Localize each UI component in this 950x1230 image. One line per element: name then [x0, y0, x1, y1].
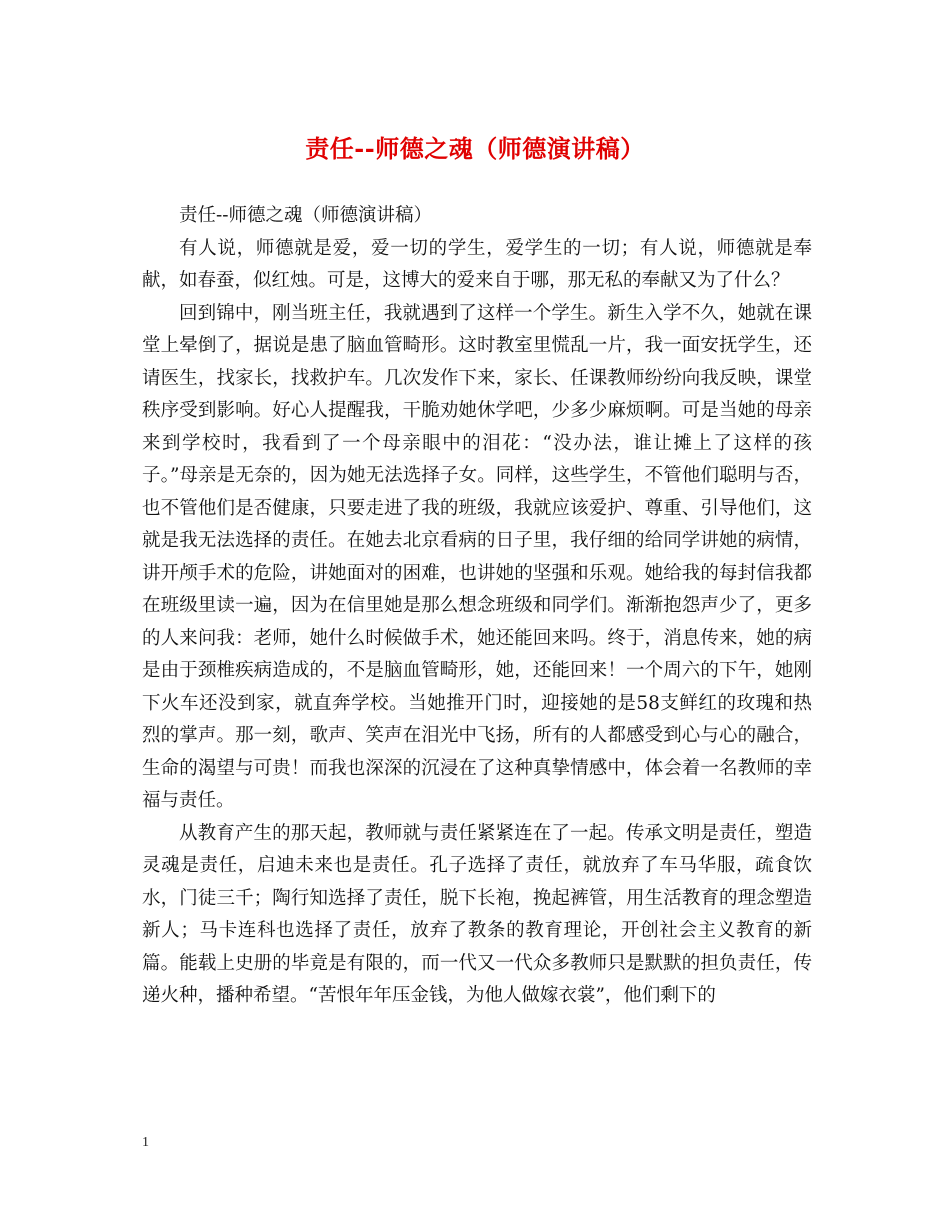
- document-body: [142, 200, 812, 1013]
- paragraph: 回到锦中，刚当班主任，我就遇到了这样一个学生。新生入学不久，她就在课堂上晕倒了，据说是患了脑血管畸形。这时教室里慌乱一片，我一面安抚学生，还请医生，找家长，找救护车。几次发作下来，家长、任课教师纷纷向我反映，课堂秩序受到影响。好心人提醒我，干脆劝她休学吧，少多少麻烦啊。可是当她的母亲来到学校时，我看到了一个母亲眼中的泪花：“没办法，谁让摊上了这样的孩子。”母亲是无奈的，因为她无法选择子女。同样，这些学生，不管他们聪明与否，也不管他们是否健康，只要走进了我的班级，我就应该爱护、尊重、引导他们，这就是我无法选择的责任。在她去北京看病的日子里，我仔细的给同学讲她的病情，讲开颅手术的危险，讲她面对的困难，也讲她的坚强和乐观。她给我的每封信我都在班级里读一遍，因为在信里她是那么想念班级和同学们。渐渐抱怨声少了，更多的人来问我：老师，她什么时候做手术，她还能回来吗。终于，消息传来，她的病是由于颈椎疾病造成的，不是脑血管畸形，她，还能回来！一个周六的下午，她刚下火车还没到家，就直奔学校。当她推开门时，迎接她的是58支鲜红的玫瑰和热烈的掌声。那一刻，歌声、笑声在泪光中飞扬，所有的人都感受到心与心的融合，生命的渴望与可贵！而我也深深的沉浸在了这种真挚情感中，体会着一名教师的幸福与责任。: [142, 302, 812, 811]
- paragraph: 从教育产生的那天起，教师就与责任紧紧连在了一起。传承文明是责任，塑造灵魂是责任，启迪未来也是责任。孔子选择了责任，就放弃了车马华服，疏食饮水，门徒三千；陶行知选择了责任，脱下长袍，挽起裤管，用生活教育的理念塑造新人；马卡连科也选择了责任，放弃了教条的教育理论，开创社会主义教育的新篇。能载上史册的毕竟是有限的，而一代又一代众多教师只是默默的担负责任，传递火种，播种希望。“苦恨年年压金钱，为他人做嫁衣裳”，他们剩下的: [142, 822, 812, 1006]
- document-subtitle: 责任--师德之魂（师德演讲稿）: [179, 205, 433, 226]
- document-title: 责任--师德之魂（师德演讲稿）: [305, 134, 645, 163]
- paragraph: 有人说，师德就是爱，爱一切的学生，爱学生的一切；有人说，师德就是奉献，如春蚕，似红烛。可是，这博大的爱来自于哪，那无私的奉献又为了什么？: [142, 237, 812, 291]
- page-number: 1: [142, 1135, 149, 1150]
